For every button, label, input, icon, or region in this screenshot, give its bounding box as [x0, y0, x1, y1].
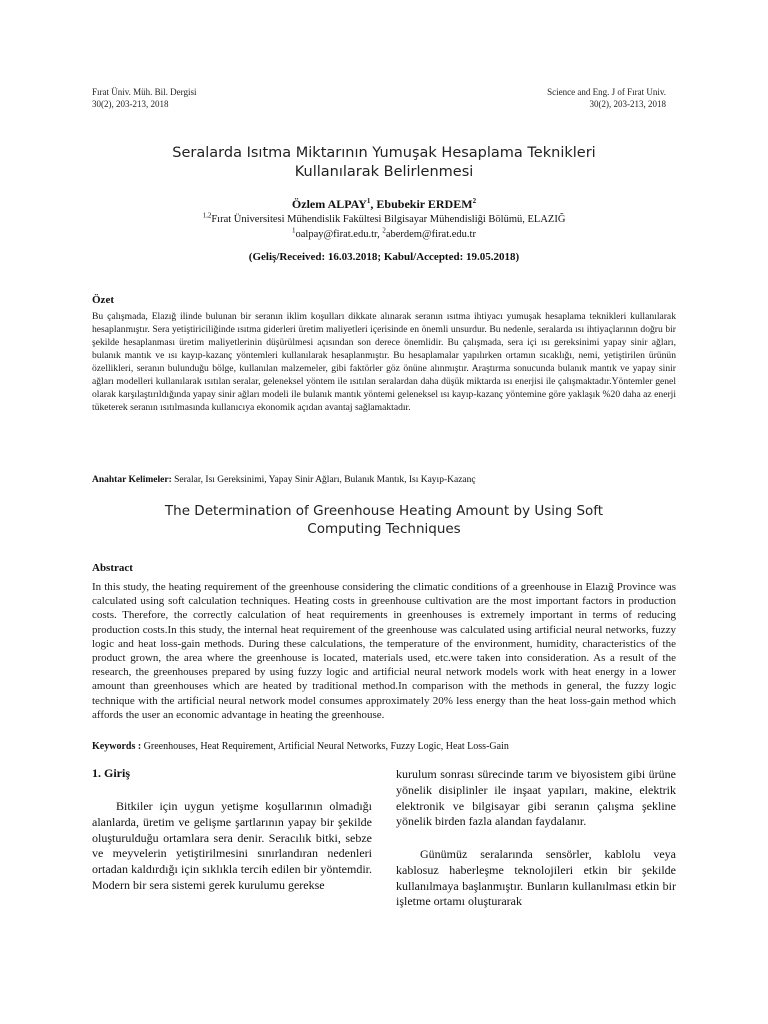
section-1-right-paragraph-2: Günümüz seralarında sensörler, kablolu veya kablosuz haberleşme teknolojileri etkin bir şekilde kullanılmaya başlanmıştır. Bunların kullanılması etkin bir işletme ortamı oluşturarak [396, 847, 676, 909]
author-2-affiliation-mark: 2 [472, 197, 477, 205]
title-en-line1: The Determination of Greenhouse Heating Amount by Using Soft [164, 503, 604, 519]
author-1: Özlem ALPAY [291, 197, 367, 211]
journal-header-left [92, 86, 197, 110]
journal-issue-left: 30(2), 203-213, 2018 [92, 99, 169, 109]
title-tr-line1: Seralarda Isıtma Miktarının Yumuşak Hesaplama Teknikleri [172, 145, 596, 161]
title-en-line2: Computing Techniques [307, 521, 461, 537]
section-1-title: 1. Giriş [92, 766, 130, 780]
affiliation [0, 213, 768, 227]
ozet-heading: Özet [92, 294, 114, 306]
email-1-mark: 1 [292, 226, 296, 235]
journal-name-en: Science and Eng. J of Fırat Univ. [547, 87, 666, 97]
email-2: aberdem@firat.edu.tr [385, 229, 476, 240]
email-2-mark: 2 [382, 226, 386, 235]
affiliation-mark: 1,2 [202, 211, 212, 220]
keywords-tr-label: Anahtar Kelimeler: [92, 475, 172, 485]
author-2: Ebubekir ERDEM [376, 197, 473, 211]
keywords-en-label: Keywords : [92, 741, 142, 752]
author-separator: , [370, 197, 377, 211]
email-1: oalpay@firat.edu.tr, [295, 229, 383, 240]
keywords-en-list: Greenhouses, Heat Requirement, Artificial Neural Networks, Fuzzy Logic, Heat Loss-Gain [141, 741, 509, 752]
author-1-affiliation-mark: 1 [366, 197, 371, 205]
abstract-heading: Abstract [92, 562, 133, 574]
author-list [0, 197, 768, 212]
section-1-left-paragraph: Bitkiler için uygun yetişme koşullarının olmadığı alanlarda, üretim ve gelişme şartlarının yapay bir şekilde oluşturulduğu ortamlara sera denir. Seracılık bitki, sebze ve meyvelerin yetiştirilmesini sınırlandıran nedenleri ortadan kaldırdığı için sıklıkla tercih edilen bir yöntemdir. Modern bir sera sistemi gerek kurulumu gerekse [92, 799, 372, 892]
affiliation-text: Fırat Üniversitesi Mühendislik Fakültesi Bilgisayar Mühendisliği Bölümü, ELAZIĞ [211, 214, 566, 225]
received-accepted-dates: (Geliş/Received: 16.03.2018; Kabul/Accepted: 19.05.2018) [248, 251, 520, 263]
paper-title-english [60, 502, 708, 538]
journal-issue-right: 30(2), 203-213, 2018 [589, 99, 666, 109]
journal-name-tr: Fırat Üniv. Müh. Bil. Dergisi [92, 87, 197, 97]
keywords-tr-list: Seralar, Isı Gereksinimi, Yapay Sinir Ağları, Bulanık Mantık, Isı Kayıp-Kazanç [171, 475, 476, 485]
paper-title-turkish [60, 144, 708, 182]
keywords-english [92, 740, 692, 753]
author-emails [0, 228, 768, 242]
keywords-turkish [92, 474, 692, 487]
abstract-text: In this study, the heating requirement of the greenhouse considering the climatic conditions of a greenhouse in Elazığ Province was calculated using soft calculation techniques. Heating costs in greenhouse cultivation are the most important factors in production costs. Therefore, the correctly calculation of heat requirements in greenhouses is extremely important in terms of reducing production costs.In this study, the internal heat requirement of the greenhouse was calculated using artificial neural networks, fuzzy logic and heat loss-gain methods. During these calculations, the temperature of the environment, humidity, characteristics of the product grown, the area where the greenhouse is located, materials used, etc.were taken into consideration. As a result of the research, the greenhouses prepared by using fuzzy logic and artificial neural network models work with heat energy in a lower amount than greenhouses which are heated by traditional method.In comparison with the methods in general, the fuzzy logic technique with the artificial neural network model consumes approximately 20% less energy than the heat loss-gain method which affords the user an economic advantage in heating the greenhouse. [92, 581, 676, 721]
title-tr-line2: Kullanılarak Belirlenmesi [294, 164, 474, 180]
journal-header-right [547, 86, 666, 110]
section-1-right-paragraph-1: kurulum sonrası sürecinde tarım ve biyosistem gibi ürüne yönelik disiplinler ile inşaat yapıları, makine, elektrik elektronik ve bilgisayar gibi seranın çalışma şekline yönelik birden fazla alandan faydalanır. [396, 767, 676, 829]
ozet-text: Bu çalışmada, Elazığ ilinde bulunan bir seranın iklim koşulları dikkate alınarak seranın ısıtma ihtiyacı yumuşak hesaplama teknikleri kullanılarak hesaplanmıştır. Sera yetiştiriciliğinde ısıtma giderleri üretim maliyetleri içerisinde en önemli unsurdur. Bu nedenle, seralarda ısı ihtiyaçlarının doğru bir şekilde hesaplanması üretim maliyetlerinin düşürülmesi açısından son derece önemlidir. Bu çalışmada, sera içi ısı gereksinimi yapay sinir ağları, bulanık mantık ve ısı kayıp-kazanç yöntemleri kullanılarak hesaplanmıştır. Bu hesaplamalar yapılırken ortamın sıcaklığı, nemi, yetiştirilen ürünün özellikleri, seranın bulunduğu bölge, kullanılan malzemeler, gibi faktörler göz önüne alınmıştır. Araştırma sonucunda bulanık mantık ve yapay sinir ağları modelleri kullanılarak ısıtılan seralar, geleneksel yöntem ile ısıtılan seralardan daha düşük miktarda ısı enerjisi ile çalışmaktadır.Yöntemler genel olarak karşılaştırıldığında yapay sinir ağları modeli ile bulanık mantık yöntemi geleneksel ısı kayıp-kazanç yöntemine göre yaklaşık %20 daha az enerji tüketerek seranın ısıtılmasında kullanıcıya ekonomik açıdan avantaj sağlamaktadır. [92, 311, 676, 413]
